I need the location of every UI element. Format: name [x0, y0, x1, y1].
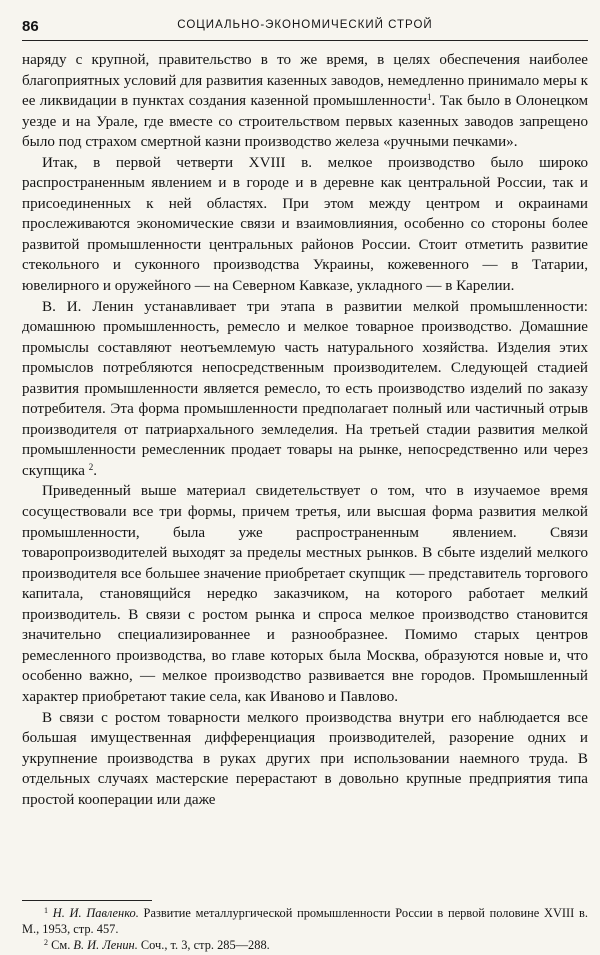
page-header — [22, 14, 588, 41]
footnote-2-author: В. И. Ленин. — [73, 938, 138, 952]
footnote-1-text: Развитие металлургической промышленности России в первой половине XVIII в. М., 1953, стр. 457. — [22, 906, 588, 936]
paragraph-3-text-a: В. И. Ленин устанавливает три этапа в развитии мелкой промышленности: домашнюю промышленность, ремесло и мелкое товарное производство. Домашние промыслы составляют неотъемлемую часть натурального хозяйства. Изделия этих промыслов потребляются непосредственным производителем. Следующей стадией развития промышленности является ремесло, то есть производство изделий по заказу потребителя. Эта форма промышленности предполагает полный или частичный отрыв производителя от патриархального земледелия. На третьей стадии развития мелкой промышленности ремесленник продает товары на рынке, непосредственно или через скупщика — [22, 298, 588, 479]
footnote-1-author: Н. И. Павленко. — [52, 906, 139, 920]
footnote-2-text: Соч., т. 3, стр. 285—288. — [137, 938, 270, 952]
paragraph-5: В связи с ростом товарности мелкого производства внутри его наблюдается все большая имущественная дифференциация производителей, разорение одних и укрупнение производства в руках других при использовании наемного труда. В отдельных случаях мастерские перерастают в довольно крупные предприятия типа простой кооперации или даже — [22, 709, 588, 808]
footnotes — [22, 905, 588, 953]
paragraph-2: Итак, в первой четверти XVIII в. мелкое производство было широко распространенным явлением и в городе и в деревне как центральной России, так и присоединенных к ней областях. При этом между центром и окраинами прослеживаются экономические связи и взаимовлияния, особенно со стороны более развитой промышленности центральных районов России. Стоит отметить развитие стекольного и суконного производства Украины, кожевенного — в Татарии, ювелирного и оружейного — на Северном Кавказе, укладного — в Карелии. — [22, 154, 588, 295]
footnote-ref-2: 2 — [88, 461, 94, 472]
paragraph-3-text-b: . — [93, 462, 98, 479]
page-number: 86 — [22, 18, 39, 35]
footnote-divider — [22, 900, 152, 901]
footnote-2-prefix: См. — [48, 938, 74, 952]
footnote-2 — [22, 937, 588, 953]
footnote-ref-1: 1 — [427, 92, 432, 103]
paragraph-1 — [22, 50, 588, 153]
footnote-2-mark: 2 — [44, 938, 48, 947]
running-head: СОЦИАЛЬНО-ЭКОНОМИЧЕСКИЙ СТРОЙ — [177, 19, 433, 31]
paragraph-1-text-a: наряду с крупной, правительство в то же время, в целях обеспечения наиболее благоприятных условий для развития казенных заводов, немедленно принимало меры к ее ликвидации в пунктах создания казенной промышленности — [22, 52, 588, 110]
paragraph-1-text-b: . Так было в Олонецком уезде и на Урале, где вместе со строительством первых казенных заводов запрещено было под страхом смертной казни производство железа «ручными печками». — [22, 93, 589, 151]
paragraph-3 — [22, 297, 588, 482]
paragraph-4: Приведенный выше материал свидетельствует о том, что в изучаемое время сосуществовали все три формы, причем третья, или высшая форма развития мелкой промышленности, была уже распространенным явлением. Связи товаропроизводителей выходят за пределы местных рынков. В сбыте изделий мелкого производителя все большее значение приобретает скупщик — представитель торгового капитала, становящийся нередко заказчиком, на которого работает мелкий производитель. В связи с ростом рынка и спроса мелкое производство становится значительно специализированнее и разнообразнее. Помимо старых центров ремесленного производства, во главе которых была Москва, образуются новые и, что особенно важно, — мелкое производство развивается вне городов. Промышленный характер приобретают такие села, как Иваново и Павлово. — [22, 483, 588, 705]
body-text — [22, 50, 588, 810]
footnote-1-mark: 1 — [44, 906, 48, 915]
footnote-1 — [22, 905, 588, 937]
